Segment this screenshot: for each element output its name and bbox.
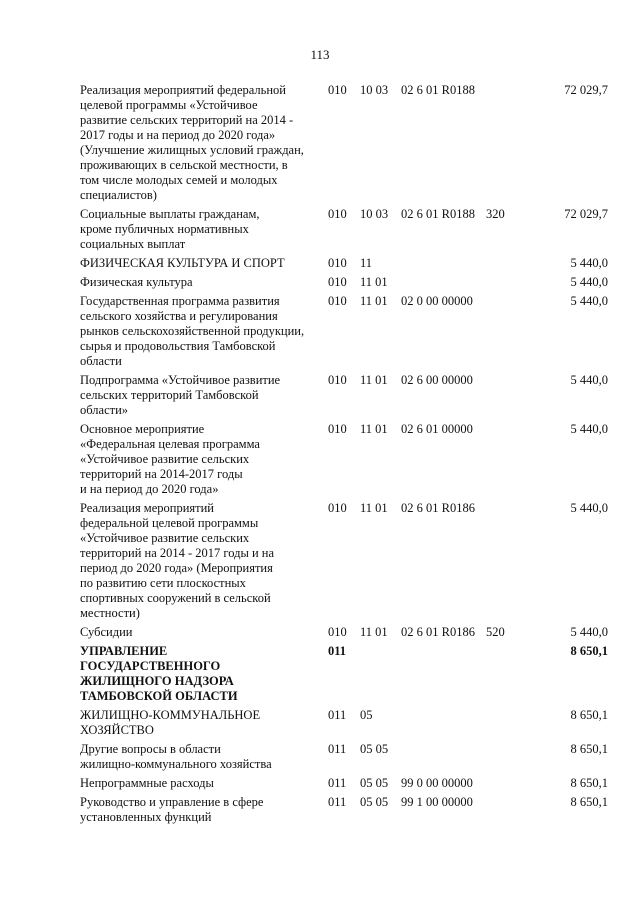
- row-expense-type: [486, 256, 532, 275]
- table-row: [80, 776, 608, 795]
- row-name: Основное мероприятие «Федеральная целевая программа «Устойчивое развитие сельских территорий на 2014-2017 годы и на период до 2020 года»: [80, 422, 260, 496]
- row-section-code: 11 01: [360, 275, 388, 289]
- row-department-code: 011: [328, 776, 347, 790]
- row-name: Физическая культура: [80, 275, 193, 289]
- row-amount: 5 440,0: [570, 501, 608, 515]
- table-row: [80, 422, 608, 501]
- row-target-article: 99 0 00 00000: [401, 776, 473, 790]
- row-amount: 8 650,1: [570, 776, 608, 790]
- row-target-article: [401, 644, 486, 708]
- row-target-article: 02 6 01 R0186: [401, 625, 475, 639]
- row-section-code: 11 01: [360, 422, 388, 436]
- row-section-code: 11: [360, 256, 373, 270]
- row-target-article: 02 6 00 00000: [401, 373, 473, 387]
- row-department-code: 010: [328, 625, 347, 639]
- table-row: [80, 207, 608, 256]
- row-section-code: 11 01: [360, 501, 388, 515]
- row-name: ЖИЛИЩНО-КОММУНАЛЬНОЕ ХОЗЯЙСТВО: [80, 708, 261, 737]
- row-expense-type: [486, 644, 532, 708]
- row-name: Реализация мероприятий федеральной целевой программы «Устойчивое развитие сельских территорий на 2014 - 2017 годы и на период до 2020 года» (Мероприятия по развитию сети плоскостных спортивных сооружений в сельской местности): [80, 501, 275, 620]
- row-amount: 5 440,0: [570, 256, 608, 270]
- row-amount: 5 440,0: [570, 275, 608, 289]
- row-department-code: 010: [328, 275, 347, 289]
- row-name: Социальные выплаты гражданам, кроме публичных нормативных социальных выплат: [80, 207, 260, 251]
- row-section-code: 10 03: [360, 207, 389, 221]
- table-row: [80, 256, 608, 275]
- row-name: Подпрограмма «Устойчивое развитие сельских территорий Тамбовской области»: [80, 373, 281, 417]
- table-row: [80, 644, 608, 708]
- row-amount: 5 440,0: [570, 373, 608, 387]
- table-row: [80, 294, 608, 373]
- row-amount: 5 440,0: [570, 422, 608, 436]
- row-department-code: 010: [328, 373, 347, 387]
- row-target-article: [401, 708, 486, 742]
- row-amount: 72 029,7: [564, 207, 608, 221]
- table-row: [80, 501, 608, 625]
- row-expense-type: [486, 275, 532, 294]
- row-name: Непрограммные расходы: [80, 776, 214, 790]
- budget-table-body: [80, 83, 608, 829]
- row-department-code: 011: [328, 742, 347, 756]
- row-name: Государственная программа развития сельского хозяйства и регулирования рынков сельскохозяйственной продукции, сырья и продовольствия Тамбовской области: [80, 294, 305, 368]
- row-expense-type: [486, 83, 532, 207]
- row-expense-type: [486, 373, 532, 422]
- row-target-article: [401, 742, 486, 776]
- row-expense-type: [486, 422, 532, 501]
- row-target-article: [401, 256, 486, 275]
- row-department-code: 011: [328, 708, 347, 722]
- row-department-code: 010: [328, 83, 347, 97]
- row-expense-type: 520: [486, 625, 505, 639]
- table-row: [80, 83, 608, 207]
- row-section-code: 11 01: [360, 625, 388, 639]
- row-target-article: 02 6 01 00000: [401, 422, 473, 436]
- row-target-article: 02 6 01 R0188: [401, 207, 475, 221]
- row-expense-type: [486, 795, 532, 829]
- row-expense-type: [486, 776, 532, 795]
- table-row: [80, 373, 608, 422]
- row-department-code: 011: [328, 644, 347, 658]
- row-target-article: 02 0 00 00000: [401, 294, 473, 308]
- row-name: Другие вопросы в области жилищно-коммунального хозяйства: [80, 742, 272, 771]
- row-name: Реализация мероприятий федеральной целевой программы «Устойчивое развитие сельских территорий на 2014 - 2017 годы и на период до 2020 года» (Улучшение жилищных условий граждан, проживающих в сельской местности, в том числе молодых семей и молодых специалистов): [80, 83, 304, 202]
- row-target-article: 99 1 00 00000: [401, 795, 473, 809]
- row-expense-type: [486, 294, 532, 373]
- row-department-code: 010: [328, 207, 347, 221]
- page-number: 113: [310, 47, 330, 62]
- table-row: [80, 742, 608, 776]
- row-department-code: 011: [328, 795, 347, 809]
- row-section-code: 10 03: [360, 83, 389, 97]
- row-section-code: 11 01: [360, 294, 388, 308]
- table-row: [80, 275, 608, 294]
- row-department-code: 010: [328, 501, 347, 515]
- row-expense-type: [486, 708, 532, 742]
- row-amount: 5 440,0: [570, 294, 608, 308]
- row-section-code: 05 05: [360, 795, 389, 809]
- row-target-article: 02 6 01 R0186: [401, 501, 475, 515]
- row-department-code: 010: [328, 422, 347, 436]
- row-department-code: 010: [328, 256, 347, 270]
- row-amount: 5 440,0: [570, 625, 608, 639]
- table-row: [80, 625, 608, 644]
- row-section-code: 11 01: [360, 373, 388, 387]
- row-name: ФИЗИЧЕСКАЯ КУЛЬТУРА И СПОРТ: [80, 256, 285, 270]
- row-section-code: 05: [360, 708, 373, 722]
- budget-table: [80, 83, 608, 829]
- row-target-article: [401, 275, 486, 294]
- row-section-code: 05 05: [360, 742, 389, 756]
- row-amount: 8 650,1: [570, 795, 608, 809]
- row-name: Субсидии: [80, 625, 133, 639]
- row-department-code: 010: [328, 294, 347, 308]
- row-amount: 8 650,1: [570, 708, 608, 722]
- row-expense-type: 320: [486, 207, 505, 221]
- row-amount: 8 650,1: [570, 742, 608, 756]
- row-target-article: 02 6 01 R0188: [401, 83, 475, 97]
- row-name: УПРАВЛЕНИЕ ГОСУДАРСТВЕННОГО ЖИЛИЩНОГО НАДЗОРА ТАМБОВСКОЙ ОБЛАСТИ: [80, 644, 238, 703]
- row-expense-type: [486, 501, 532, 625]
- row-section-code: [360, 644, 401, 708]
- table-row: [80, 795, 608, 829]
- table-row: [80, 708, 608, 742]
- row-expense-type: [486, 742, 532, 776]
- row-amount: 72 029,7: [564, 83, 608, 97]
- row-name: Руководство и управление в сфере установленных функций: [80, 795, 264, 824]
- row-amount: 8 650,1: [570, 644, 608, 658]
- row-section-code: 05 05: [360, 776, 389, 790]
